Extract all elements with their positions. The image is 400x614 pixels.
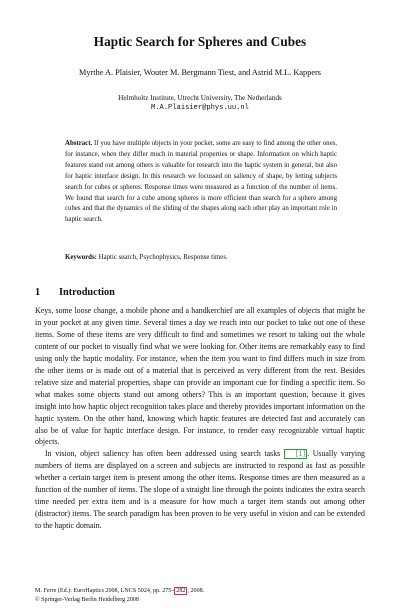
keywords <box>65 253 337 264</box>
affiliation: Helmholtz Institute, Utrecht University, The Netherlands <box>118 94 282 102</box>
section-heading <box>35 287 365 298</box>
paragraph-2-start: In vision, object saliency has often been addressed using search tasks <box>45 449 284 459</box>
footer-citation <box>35 587 365 596</box>
section-title: Introduction <box>59 287 115 298</box>
abstract-label: Abstract. <box>65 140 93 147</box>
footer-citation-text: M. Ferre (Ed.): EuroHaptics 2008, LNCS 5024, pp. 275– <box>35 588 175 594</box>
contact-email[interactable]: M.A.Plaisier@phys.uu.nl <box>151 104 249 112</box>
footer-citation-end: , 2008. <box>187 588 205 594</box>
footer <box>35 587 365 604</box>
keywords-label: Keywords: <box>65 254 97 261</box>
keywords-text: Haptic search, Psychophysics, Response times. <box>98 254 228 261</box>
author-list: Myrthe A. Plaisier, Wouter M. Bergmann Tiest, and Astrid M.L. Kappers <box>78 68 322 77</box>
page-ref-link[interactable]: 282 <box>176 588 186 594</box>
citation-link[interactable]: [1] <box>284 449 307 459</box>
paragraph-2 <box>35 448 365 532</box>
abstract <box>65 139 337 226</box>
abstract-text: If you have multiple objects in your pocket, some are easy to find among the other ones, for instance, when they differ much in material properties or shape. Information on which haptic features stand out among others is valuable for research into the haptic system in general, but also for haptic interface design. In this research we focussed on saliency of shape, by letting subjects search for cubes or spheres. Response times were measured as a function of the number of items. We found that search for a cube among spheres is more efficient than search for a sphere among cubes and that the dynamics of the sliding of the shapes along each other play an important role in haptic search. <box>65 140 337 224</box>
paragraph-1: Keys, some loose change, a mobile phone and a handkerchief are all examples of objects that might be in your pocket at any given time. Several times a day we reach into our pocket to take out one of these items. Some of these items are very difficult to find and sometimes we resort to taking out the whole content of our pocket to visually find what we were looking for. Other items are remarkably easy to find using only the haptic modality. For instance, when the item you want to find differs much in size from the other items or is made out of a material that is perceived as very different from the rest. Besides relative size and material properties, shape can provide an important cue for finding a specific item. So what makes some objects stand out among others? This is an important question, because it gives insight into how haptic object recognition takes place and thereby provides important information on the haptic system. On the other hand, knowing which haptic features are detected fast and accurately can also be of value for haptic interface design. For instance, to render easy recognizable virtual haptic objects. <box>35 306 366 447</box>
paragraph-2-rest: . Usually varying numbers of items are displayed on a screen and subjects are instructed to respond as fast as possible whether a certain target item is present among the other items. Response times are then measured as a function of the number of items. The slope of a straight line through the points indicates the extra search time needed per extra item and is a measure for how much a target item stands out among other (distractor) items. The search paradigm has been proven to be very useful in vision and can be extended to the haptic domain. <box>35 449 365 531</box>
paper-title: Haptic Search for Spheres and Cubes <box>93 34 307 49</box>
section-body <box>35 305 365 532</box>
footer-copyright: © Springer-Verlag Berlin Heidelberg 2008 <box>35 596 139 603</box>
section-number: 1 <box>35 287 41 298</box>
